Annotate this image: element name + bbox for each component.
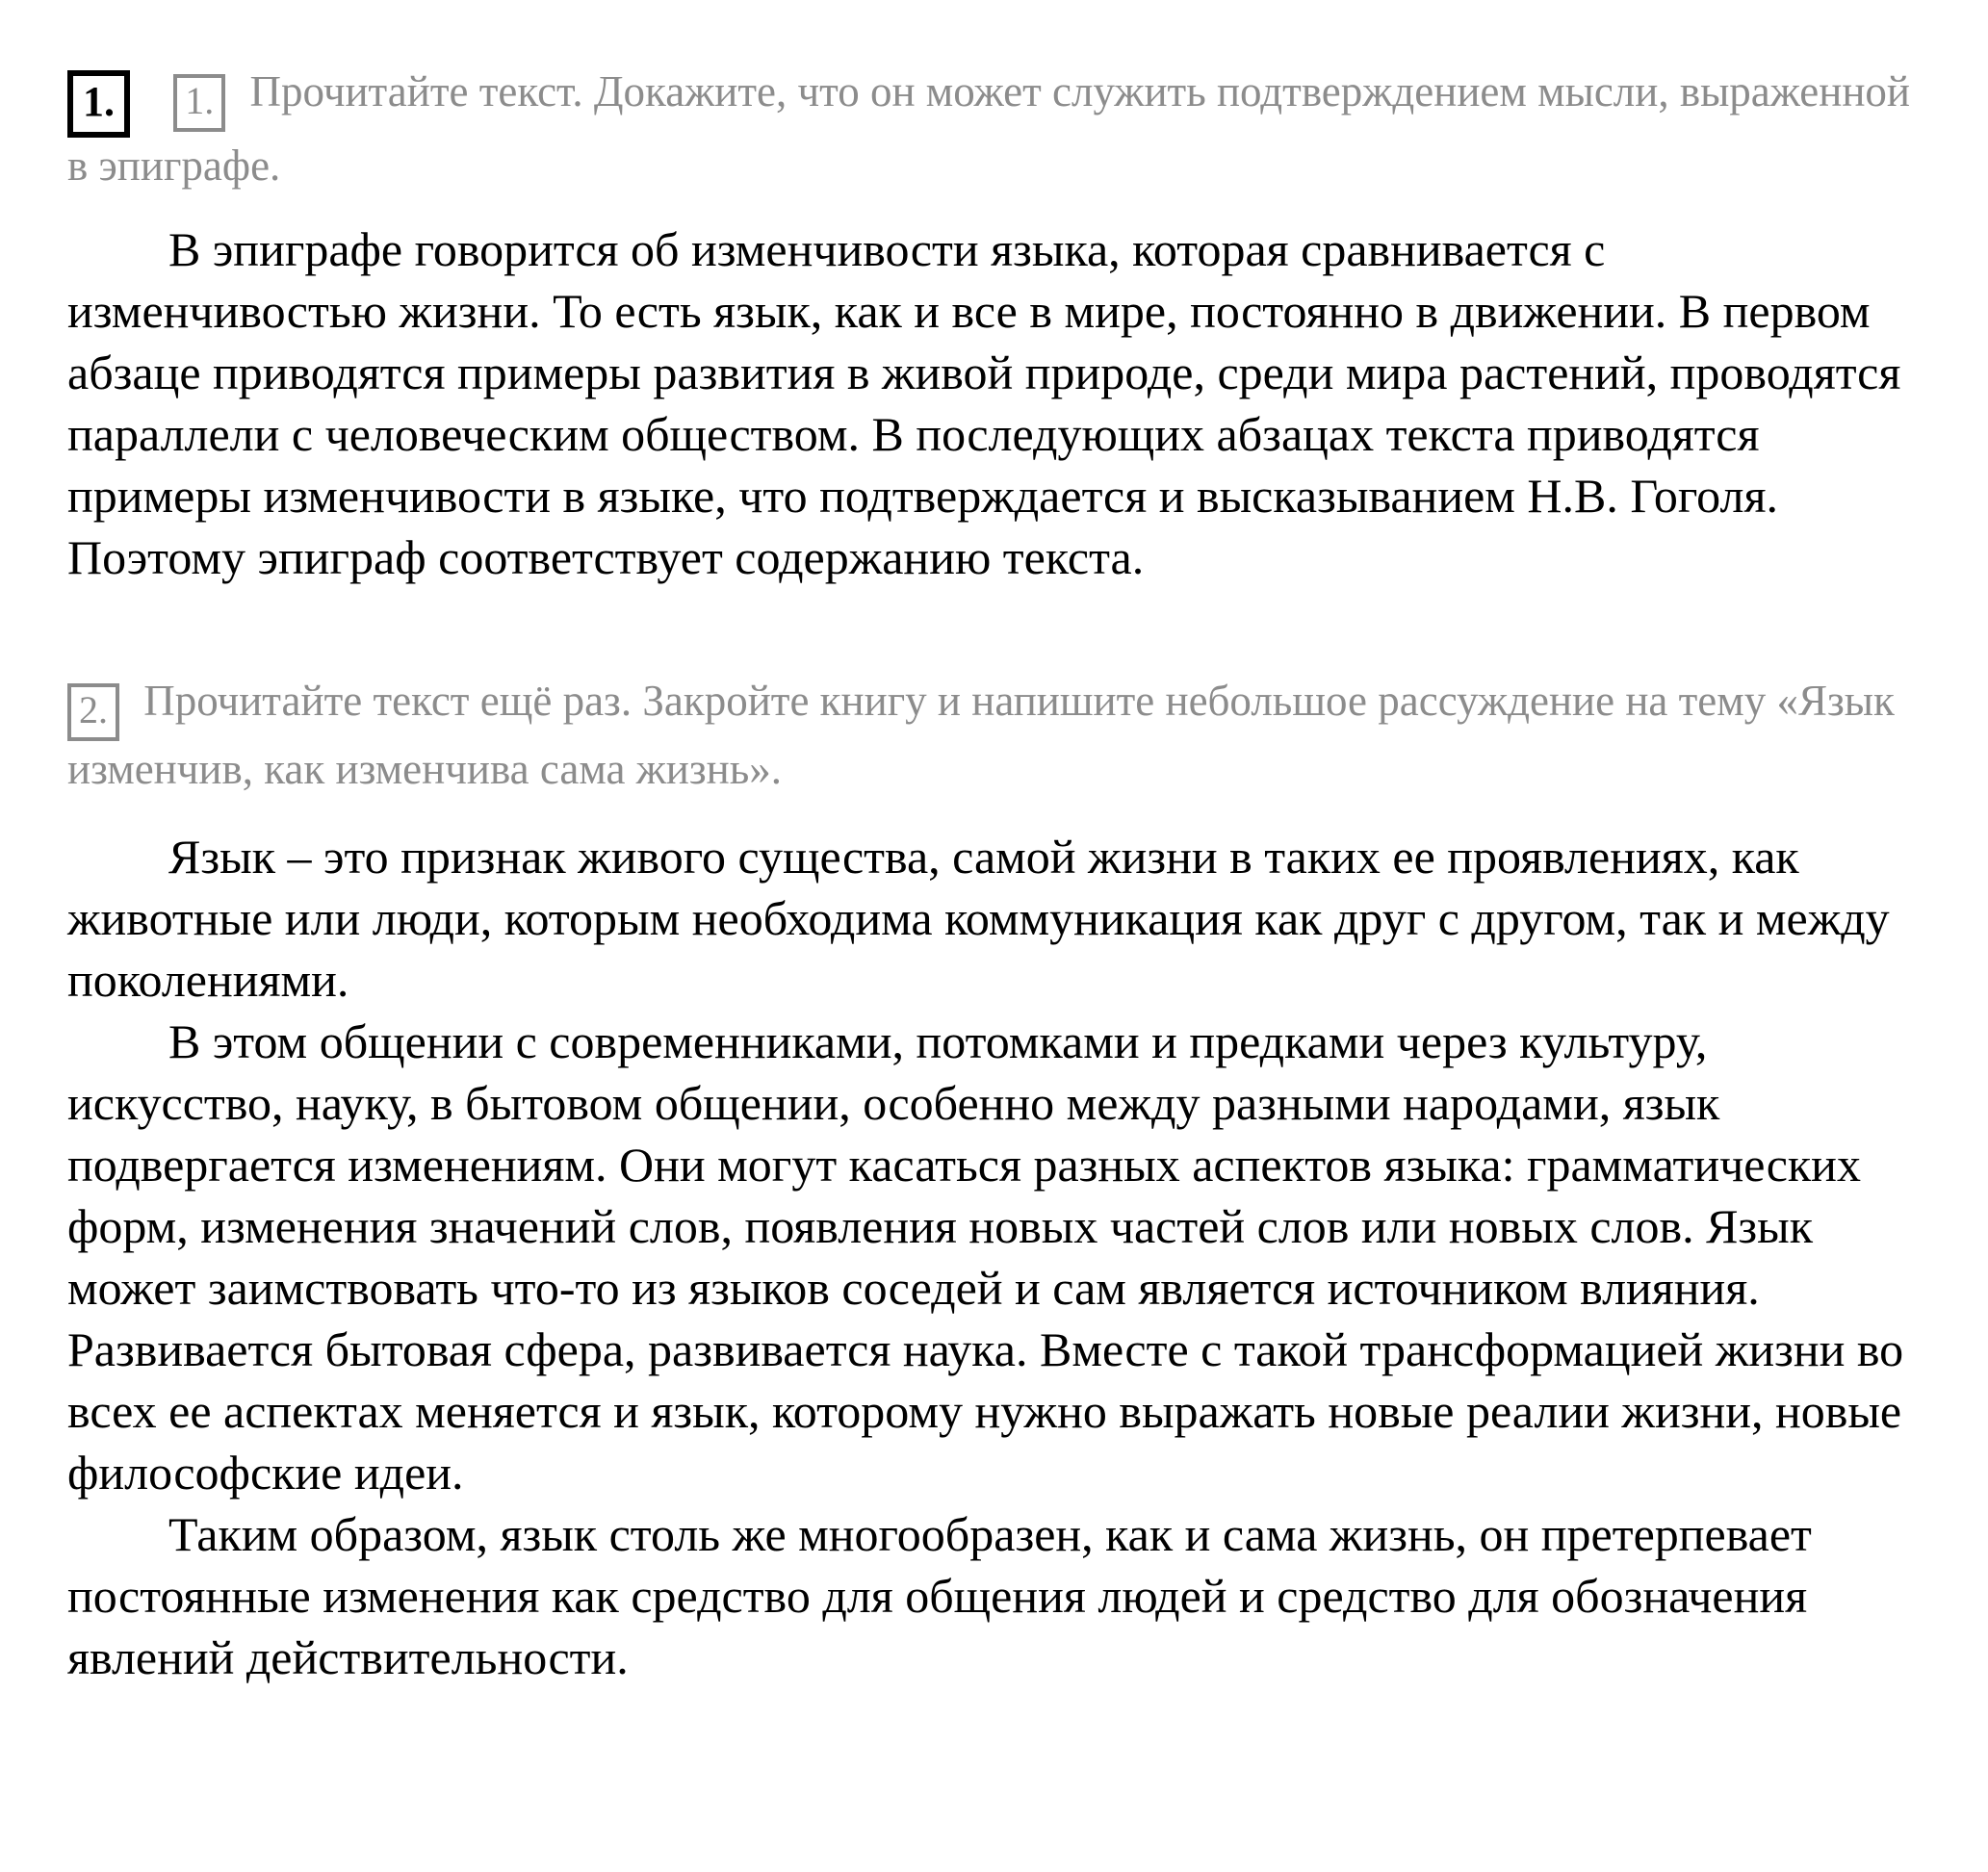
task-2-header [67,673,1913,797]
task-2-number-box: 2. [67,683,119,741]
task-2-instruction: Прочитайте текст ещё раз. Закройте книгу и напишите небольшое рассуждение на тему «Язык изменчив, как изменчива сама жизнь». [67,677,1895,793]
task-1-header [67,64,1913,193]
task-1-number-box: 1. [173,74,225,132]
task-1-instruction: Прочитайте текст. Докажите, что он может служить подтверждением мысли, выраженной в эпиграфе. [67,67,1911,190]
task-2-answer-paragraph-3: Таким образом, язык столь же многообразен, как и сама жизнь, он претерпевает постоянные изменения как средство для общения людей и средство для обозначения явлений действительности. [67,1507,1812,1684]
task-2-answer-paragraph-2: В этом общении с современниками, потомками и предками через культуру, искусство, науку, в бытовом общении, особенно между разными народами, язык подвергается изменениям. Они могут касаться разных аспектов языка: грамматических форм, изменения значений слов, появления новых частей слов или новых слов. Язык может заимствовать что-то из языков соседей и сам является источником влияния. Развивается бытовая сфера, развивается наука. Вместе с такой трансформацией жизни во всех ее аспектах меняется и язык, которому нужно выражать новые реалии жизни, новые философские идеи. [67,1014,1904,1500]
exercise-number-badge: 1. [67,70,130,138]
task-1-answer-paragraph: В эпиграфе говорится об изменчивости языка, которая сравнивается с изменчивостью жизни. То есть язык, как и все в мире, постоянно в движении. В первом абзаце приводятся примеры развития в живой природе, среди мира растений, проводятся параллели с человеческим обществом. В последующих абзацах текста приводятся примеры изменчивости в языке, что подтверждается и высказыванием Н.В. Гоголя. Поэтому эпиграф соответствует содержанию текста. [67,222,1901,584]
task-2-answer-paragraph-1: Язык – это признак живого существа, самой жизни в таких ее проявлениях, как животные или люди, которым необходима коммуникация как друг с другом, так и между поколениями. [67,830,1890,1007]
